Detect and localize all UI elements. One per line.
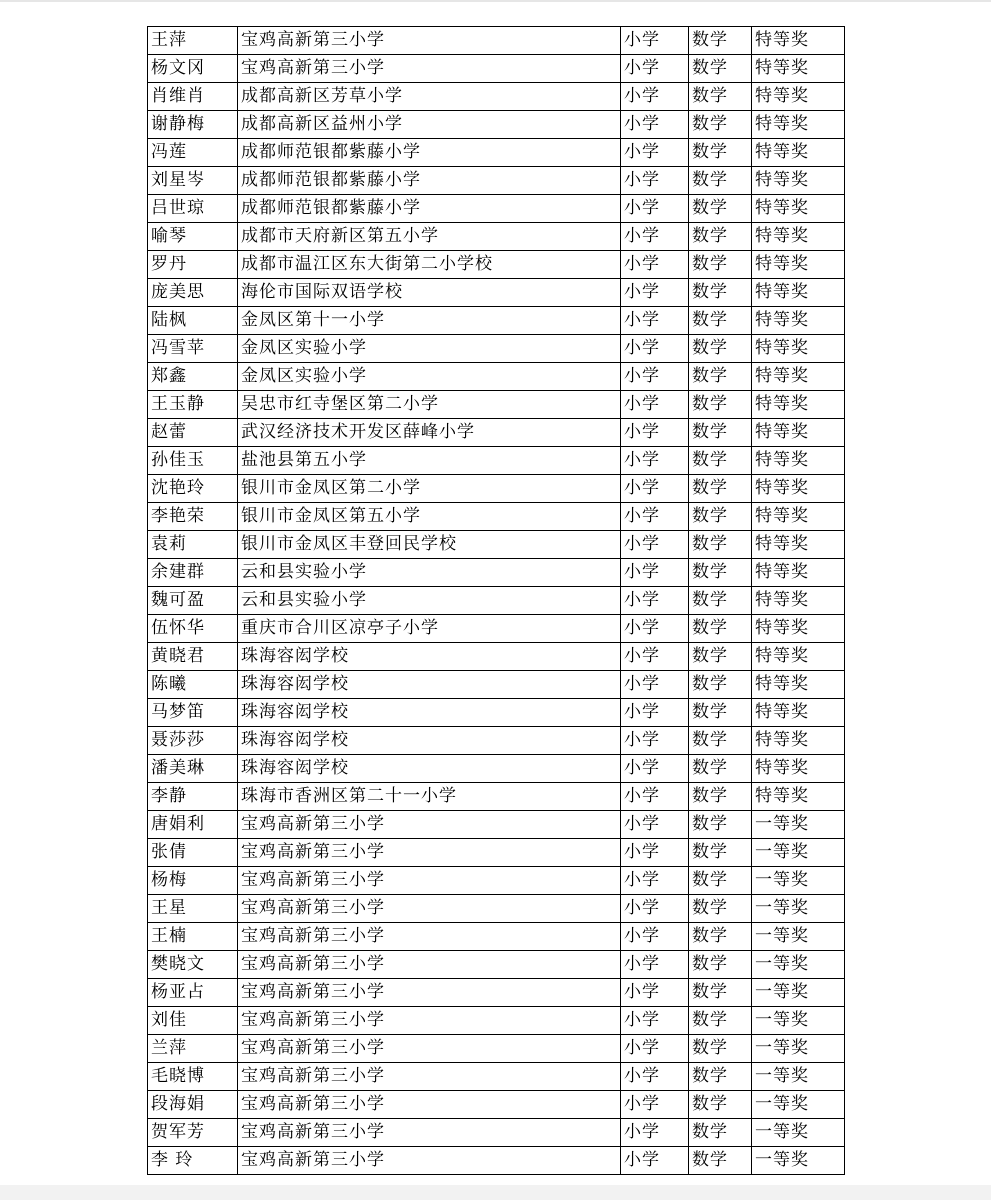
teacher-name-cell: 马梦笛 — [148, 699, 238, 727]
award-cell: 特等奖 — [752, 643, 845, 671]
school-cell: 宝鸡高新第三小学 — [238, 1063, 621, 1091]
school-cell: 武汉经济技术开发区薛峰小学 — [238, 419, 621, 447]
award-cell: 特等奖 — [752, 363, 845, 391]
table-row — [148, 587, 845, 615]
subject-cell: 数学 — [689, 1007, 752, 1035]
table-row — [148, 27, 845, 55]
teacher-name-cell: 樊晓文 — [148, 951, 238, 979]
award-cell: 特等奖 — [752, 783, 845, 811]
subject-cell: 数学 — [689, 307, 752, 335]
school-cell: 宝鸡高新第三小学 — [238, 1035, 621, 1063]
subject-cell: 数学 — [689, 895, 752, 923]
school-cell: 宝鸡高新第三小学 — [238, 1007, 621, 1035]
subject-cell: 数学 — [689, 1091, 752, 1119]
school-level-cell: 小学 — [621, 195, 689, 223]
school-level-cell: 小学 — [621, 671, 689, 699]
page-bottom-edge — [0, 1185, 991, 1200]
award-cell: 特等奖 — [752, 475, 845, 503]
school-level-cell: 小学 — [621, 699, 689, 727]
school-cell: 成都高新区益州小学 — [238, 111, 621, 139]
teacher-name-cell: 段海娟 — [148, 1091, 238, 1119]
subject-cell: 数学 — [689, 1035, 752, 1063]
award-cell: 一等奖 — [752, 867, 845, 895]
school-cell: 珠海容闳学校 — [238, 727, 621, 755]
school-cell: 珠海容闳学校 — [238, 755, 621, 783]
school-level-cell: 小学 — [621, 867, 689, 895]
subject-cell: 数学 — [689, 783, 752, 811]
subject-cell: 数学 — [689, 1063, 752, 1091]
table-row — [148, 615, 845, 643]
table-row — [148, 391, 845, 419]
award-cell: 特等奖 — [752, 615, 845, 643]
table-row — [148, 447, 845, 475]
school-level-cell: 小学 — [621, 559, 689, 587]
award-cell: 特等奖 — [752, 755, 845, 783]
school-level-cell: 小学 — [621, 1007, 689, 1035]
teacher-name-cell: 罗丹 — [148, 251, 238, 279]
award-cell: 特等奖 — [752, 307, 845, 335]
teacher-name-cell: 黄晓君 — [148, 643, 238, 671]
table-row — [148, 503, 845, 531]
subject-cell: 数学 — [689, 223, 752, 251]
table-row — [148, 671, 845, 699]
teacher-name-cell: 杨文冈 — [148, 55, 238, 83]
award-cell: 特等奖 — [752, 27, 845, 55]
award-cell: 特等奖 — [752, 699, 845, 727]
table-row — [148, 83, 845, 111]
table-row — [148, 1147, 845, 1175]
award-cell: 一等奖 — [752, 1119, 845, 1147]
table-row — [148, 167, 845, 195]
teacher-name-cell: 李 玲 — [148, 1147, 238, 1175]
subject-cell: 数学 — [689, 559, 752, 587]
teacher-name-cell: 喻琴 — [148, 223, 238, 251]
table-row — [148, 1007, 845, 1035]
award-cell: 特等奖 — [752, 419, 845, 447]
subject-cell: 数学 — [689, 55, 752, 83]
school-cell: 银川市金凤区第五小学 — [238, 503, 621, 531]
school-cell: 宝鸡高新第三小学 — [238, 923, 621, 951]
school-level-cell: 小学 — [621, 587, 689, 615]
table-row — [148, 1091, 845, 1119]
award-cell: 特等奖 — [752, 55, 845, 83]
school-cell: 宝鸡高新第三小学 — [238, 811, 621, 839]
award-cell: 特等奖 — [752, 531, 845, 559]
school-cell: 成都师范银都紫藤小学 — [238, 195, 621, 223]
subject-cell: 数学 — [689, 475, 752, 503]
subject-cell: 数学 — [689, 1119, 752, 1147]
school-cell: 宝鸡高新第三小学 — [238, 951, 621, 979]
page-top-edge — [0, 0, 991, 2]
teacher-name-cell: 王萍 — [148, 27, 238, 55]
school-level-cell: 小学 — [621, 1035, 689, 1063]
school-cell: 宝鸡高新第三小学 — [238, 839, 621, 867]
school-cell: 宝鸡高新第三小学 — [238, 979, 621, 1007]
teacher-name-cell: 谢静梅 — [148, 111, 238, 139]
subject-cell: 数学 — [689, 111, 752, 139]
award-cell: 特等奖 — [752, 335, 845, 363]
table-row — [148, 279, 845, 307]
subject-cell: 数学 — [689, 139, 752, 167]
table-row — [148, 643, 845, 671]
award-cell: 特等奖 — [752, 83, 845, 111]
award-cell: 一等奖 — [752, 839, 845, 867]
table-row — [148, 223, 845, 251]
subject-cell: 数学 — [689, 83, 752, 111]
school-cell: 宝鸡高新第三小学 — [238, 55, 621, 83]
subject-cell: 数学 — [689, 531, 752, 559]
subject-cell: 数学 — [689, 27, 752, 55]
table-row — [148, 951, 845, 979]
teacher-name-cell: 张倩 — [148, 839, 238, 867]
subject-cell: 数学 — [689, 867, 752, 895]
subject-cell: 数学 — [689, 363, 752, 391]
award-cell: 特等奖 — [752, 391, 845, 419]
subject-cell: 数学 — [689, 643, 752, 671]
teacher-name-cell: 王楠 — [148, 923, 238, 951]
school-cell: 成都高新区芳草小学 — [238, 83, 621, 111]
school-level-cell: 小学 — [621, 27, 689, 55]
school-level-cell: 小学 — [621, 1063, 689, 1091]
award-cell: 一等奖 — [752, 979, 845, 1007]
subject-cell: 数学 — [689, 195, 752, 223]
subject-cell: 数学 — [689, 391, 752, 419]
award-cell: 特等奖 — [752, 251, 845, 279]
school-cell: 成都师范银都紫藤小学 — [238, 167, 621, 195]
teacher-name-cell: 李静 — [148, 783, 238, 811]
table-row — [148, 923, 845, 951]
award-cell: 特等奖 — [752, 727, 845, 755]
subject-cell: 数学 — [689, 979, 752, 1007]
teacher-name-cell: 陆枫 — [148, 307, 238, 335]
table-row — [148, 979, 845, 1007]
school-cell: 宝鸡高新第三小学 — [238, 895, 621, 923]
subject-cell: 数学 — [689, 671, 752, 699]
table-row — [148, 699, 845, 727]
school-cell: 海伦市国际双语学校 — [238, 279, 621, 307]
award-cell: 一等奖 — [752, 1147, 845, 1175]
teacher-name-cell: 陈曦 — [148, 671, 238, 699]
award-cell: 一等奖 — [752, 1007, 845, 1035]
table-row — [148, 839, 845, 867]
award-cell: 一等奖 — [752, 811, 845, 839]
school-level-cell: 小学 — [621, 223, 689, 251]
school-level-cell: 小学 — [621, 83, 689, 111]
teacher-name-cell: 赵蕾 — [148, 419, 238, 447]
school-cell: 盐池县第五小学 — [238, 447, 621, 475]
table-row — [148, 1119, 845, 1147]
school-level-cell: 小学 — [621, 167, 689, 195]
school-cell: 银川市金凤区第二小学 — [238, 475, 621, 503]
subject-cell: 数学 — [689, 279, 752, 307]
school-level-cell: 小学 — [621, 1119, 689, 1147]
school-cell: 云和县实验小学 — [238, 587, 621, 615]
school-level-cell: 小学 — [621, 895, 689, 923]
school-cell: 成都市温江区东大街第二小学校 — [238, 251, 621, 279]
school-level-cell: 小学 — [621, 727, 689, 755]
teacher-name-cell: 刘星岑 — [148, 167, 238, 195]
teacher-name-cell: 杨亚占 — [148, 979, 238, 1007]
table-row — [148, 783, 845, 811]
subject-cell: 数学 — [689, 167, 752, 195]
table-row — [148, 55, 845, 83]
teacher-name-cell: 庞美思 — [148, 279, 238, 307]
school-level-cell: 小学 — [621, 391, 689, 419]
teacher-name-cell: 魏可盈 — [148, 587, 238, 615]
teacher-name-cell: 吕世琼 — [148, 195, 238, 223]
school-level-cell: 小学 — [621, 307, 689, 335]
teacher-name-cell: 李艳荣 — [148, 503, 238, 531]
table-row — [148, 419, 845, 447]
school-level-cell: 小学 — [621, 531, 689, 559]
subject-cell: 数学 — [689, 699, 752, 727]
table-row — [148, 755, 845, 783]
school-cell: 珠海市香洲区第二十一小学 — [238, 783, 621, 811]
subject-cell: 数学 — [689, 419, 752, 447]
subject-cell: 数学 — [689, 811, 752, 839]
subject-cell: 数学 — [689, 587, 752, 615]
subject-cell: 数学 — [689, 335, 752, 363]
school-level-cell: 小学 — [621, 643, 689, 671]
teacher-name-cell: 潘美琳 — [148, 755, 238, 783]
award-cell: 特等奖 — [752, 587, 845, 615]
school-cell: 成都师范银都紫藤小学 — [238, 139, 621, 167]
award-cell: 特等奖 — [752, 503, 845, 531]
teacher-name-cell: 兰萍 — [148, 1035, 238, 1063]
award-cell: 一等奖 — [752, 1035, 845, 1063]
school-level-cell: 小学 — [621, 363, 689, 391]
school-cell: 云和县实验小学 — [238, 559, 621, 587]
school-cell: 宝鸡高新第三小学 — [238, 1147, 621, 1175]
subject-cell: 数学 — [689, 447, 752, 475]
award-cell: 一等奖 — [752, 923, 845, 951]
school-level-cell: 小学 — [621, 335, 689, 363]
award-table — [147, 26, 845, 1175]
school-cell: 宝鸡高新第三小学 — [238, 1119, 621, 1147]
subject-cell: 数学 — [689, 923, 752, 951]
teacher-name-cell: 唐娟利 — [148, 811, 238, 839]
table-row — [148, 307, 845, 335]
award-cell: 特等奖 — [752, 167, 845, 195]
school-cell: 银川市金凤区丰登回民学校 — [238, 531, 621, 559]
school-level-cell: 小学 — [621, 1147, 689, 1175]
teacher-name-cell: 余建群 — [148, 559, 238, 587]
school-level-cell: 小学 — [621, 503, 689, 531]
table-row — [148, 363, 845, 391]
school-level-cell: 小学 — [621, 475, 689, 503]
school-level-cell: 小学 — [621, 111, 689, 139]
table-row — [148, 139, 845, 167]
school-level-cell: 小学 — [621, 783, 689, 811]
teacher-name-cell: 沈艳玲 — [148, 475, 238, 503]
table-row — [148, 251, 845, 279]
subject-cell: 数学 — [689, 839, 752, 867]
teacher-name-cell: 毛晓博 — [148, 1063, 238, 1091]
teacher-name-cell: 冯莲 — [148, 139, 238, 167]
school-level-cell: 小学 — [621, 251, 689, 279]
award-cell: 一等奖 — [752, 1063, 845, 1091]
school-cell: 金凤区第十一小学 — [238, 307, 621, 335]
school-level-cell: 小学 — [621, 1091, 689, 1119]
teacher-name-cell: 冯雪苹 — [148, 335, 238, 363]
school-level-cell: 小学 — [621, 951, 689, 979]
subject-cell: 数学 — [689, 951, 752, 979]
table-row — [148, 811, 845, 839]
table-row — [148, 895, 845, 923]
table-row — [148, 111, 845, 139]
school-level-cell: 小学 — [621, 923, 689, 951]
teacher-name-cell: 伍怀华 — [148, 615, 238, 643]
school-cell: 珠海容闳学校 — [238, 643, 621, 671]
school-level-cell: 小学 — [621, 811, 689, 839]
school-level-cell: 小学 — [621, 979, 689, 1007]
table-row — [148, 867, 845, 895]
teacher-name-cell: 孙佳玉 — [148, 447, 238, 475]
school-cell: 珠海容闳学校 — [238, 699, 621, 727]
school-cell: 珠海容闳学校 — [238, 671, 621, 699]
school-cell: 宝鸡高新第三小学 — [238, 1091, 621, 1119]
school-cell: 金凤区实验小学 — [238, 335, 621, 363]
teacher-name-cell: 肖维肖 — [148, 83, 238, 111]
table-row — [148, 1063, 845, 1091]
school-level-cell: 小学 — [621, 419, 689, 447]
subject-cell: 数学 — [689, 727, 752, 755]
table-row — [148, 727, 845, 755]
award-cell: 特等奖 — [752, 223, 845, 251]
table-row — [148, 531, 845, 559]
table-row — [148, 475, 845, 503]
award-cell: 一等奖 — [752, 895, 845, 923]
teacher-name-cell: 聂莎莎 — [148, 727, 238, 755]
teacher-name-cell: 王玉静 — [148, 391, 238, 419]
school-cell: 宝鸡高新第三小学 — [238, 27, 621, 55]
award-cell: 特等奖 — [752, 195, 845, 223]
subject-cell: 数学 — [689, 251, 752, 279]
award-cell: 一等奖 — [752, 951, 845, 979]
table-row — [148, 335, 845, 363]
teacher-name-cell: 杨梅 — [148, 867, 238, 895]
award-cell: 特等奖 — [752, 111, 845, 139]
award-cell: 特等奖 — [752, 279, 845, 307]
teacher-name-cell: 刘佳 — [148, 1007, 238, 1035]
school-cell: 宝鸡高新第三小学 — [238, 867, 621, 895]
teacher-name-cell: 贺军芳 — [148, 1119, 238, 1147]
school-level-cell: 小学 — [621, 755, 689, 783]
subject-cell: 数学 — [689, 755, 752, 783]
subject-cell: 数学 — [689, 615, 752, 643]
table-row — [148, 1035, 845, 1063]
teacher-name-cell: 王星 — [148, 895, 238, 923]
school-level-cell: 小学 — [621, 447, 689, 475]
award-cell: 特等奖 — [752, 139, 845, 167]
table-row — [148, 559, 845, 587]
school-cell: 吴忠市红寺堡区第二小学 — [238, 391, 621, 419]
school-level-cell: 小学 — [621, 139, 689, 167]
award-cell: 特等奖 — [752, 447, 845, 475]
subject-cell: 数学 — [689, 503, 752, 531]
school-level-cell: 小学 — [621, 839, 689, 867]
teacher-name-cell: 袁莉 — [148, 531, 238, 559]
award-cell: 特等奖 — [752, 559, 845, 587]
school-level-cell: 小学 — [621, 55, 689, 83]
school-level-cell: 小学 — [621, 615, 689, 643]
subject-cell: 数学 — [689, 1147, 752, 1175]
school-cell: 重庆市合川区凉亭子小学 — [238, 615, 621, 643]
award-table-body — [148, 27, 845, 1175]
teacher-name-cell: 郑鑫 — [148, 363, 238, 391]
table-row — [148, 195, 845, 223]
school-level-cell: 小学 — [621, 279, 689, 307]
school-cell: 成都市天府新区第五小学 — [238, 223, 621, 251]
award-cell: 一等奖 — [752, 1091, 845, 1119]
school-cell: 金凤区实验小学 — [238, 363, 621, 391]
award-cell: 特等奖 — [752, 671, 845, 699]
